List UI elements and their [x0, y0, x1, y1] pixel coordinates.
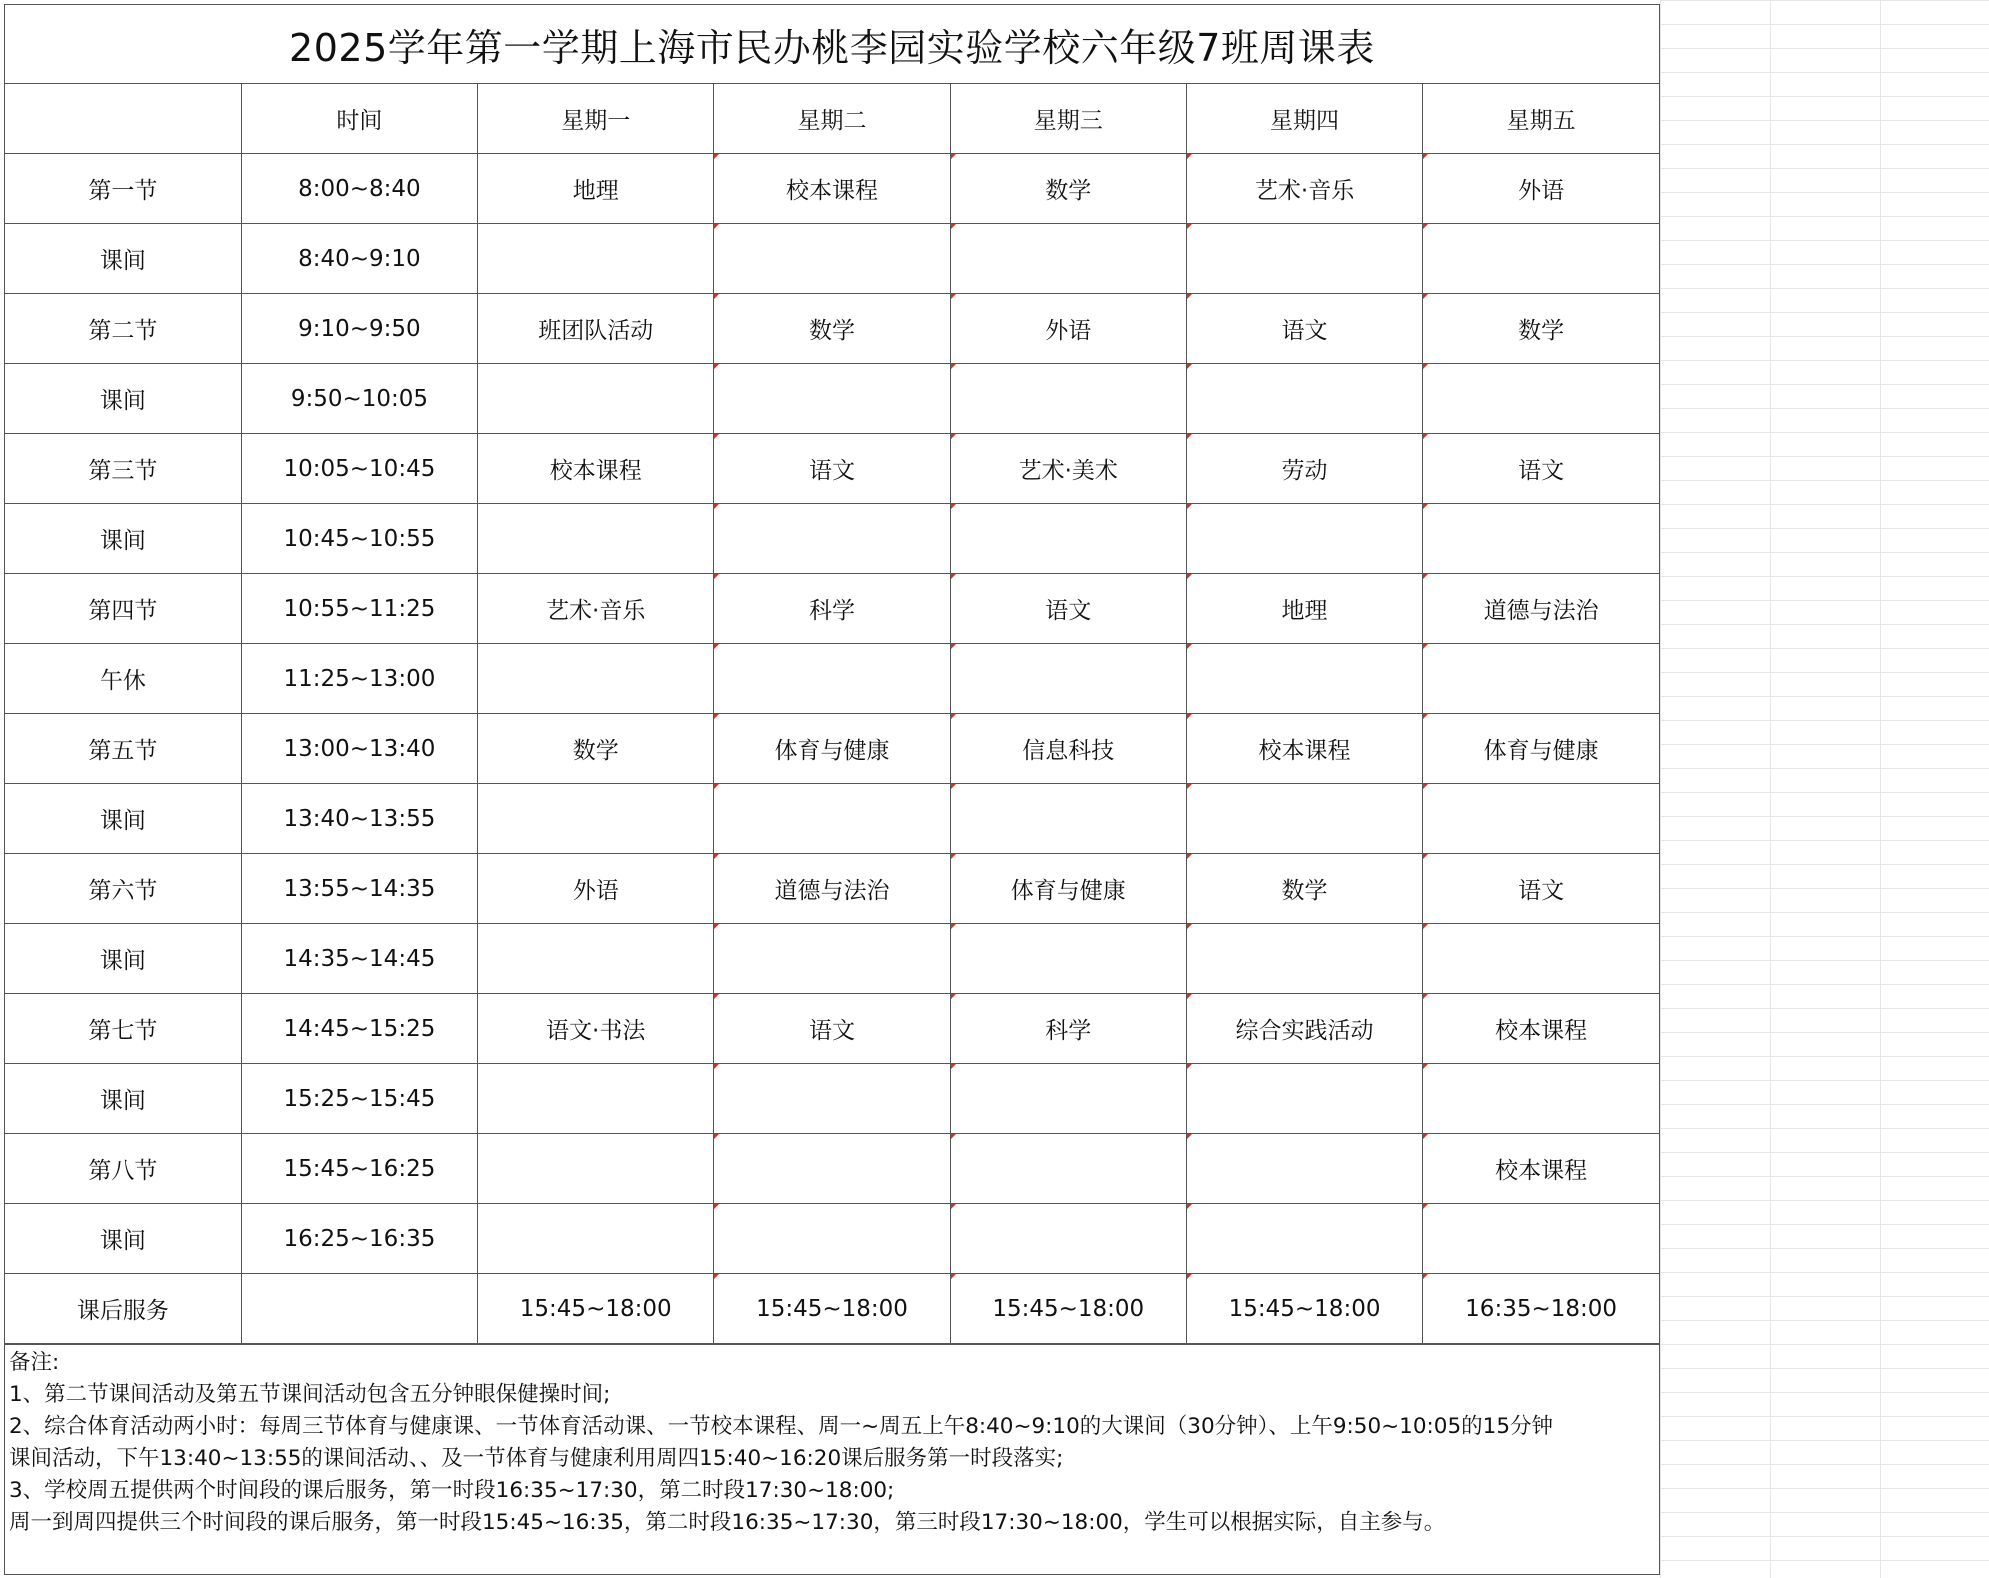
cell-wednesday[interactable]: 15:45~18:00 [950, 1274, 1186, 1344]
cell-thursday[interactable]: 地理 [1186, 574, 1422, 644]
cell-time[interactable]: 9:50~10:05 [241, 364, 477, 434]
cell-wednesday[interactable]: 数学 [950, 154, 1186, 224]
cell-thursday[interactable]: 数学 [1186, 854, 1422, 924]
cell-thursday[interactable] [1186, 924, 1422, 994]
cell-friday[interactable]: 外语 [1423, 154, 1659, 224]
cell-wednesday[interactable] [950, 364, 1186, 434]
cell-friday[interactable]: 语文 [1423, 434, 1659, 504]
cell-time[interactable]: 16:25~16:35 [241, 1204, 477, 1274]
cell-period-label[interactable]: 第四节 [5, 574, 241, 644]
cell-friday[interactable]: 校本课程 [1423, 1134, 1659, 1204]
schedule-row [5, 994, 1659, 1064]
cell-period-label[interactable]: 第一节 [5, 154, 241, 224]
cell-wednesday[interactable]: 科学 [950, 994, 1186, 1064]
cell-friday[interactable] [1423, 784, 1659, 854]
note-line: 2、综合体育活动两小时：每周三节体育与健康课、一节体育活动课、一节校本课程、周一~周五上午8:40~9:10的大课间（30分钟）、上午9:50~10:05的15分钟 [9, 1414, 1553, 1439]
page-title: 2025学年第一学期上海市民办桃李园实验学校六年级7班周课表 [5, 5, 1659, 84]
schedule-row [5, 294, 1659, 364]
cell-tuesday[interactable] [714, 224, 950, 294]
cell-period-label[interactable]: 第二节 [5, 294, 241, 364]
spreadsheet-grid-background [1660, 0, 1989, 1578]
cell-monday[interactable] [478, 1064, 714, 1134]
cell-period-label[interactable]: 午休 [5, 644, 241, 714]
cell-wednesday[interactable] [950, 1064, 1186, 1134]
header-cell-tuesday[interactable]: 星期二 [714, 84, 950, 154]
schedule-sheet [4, 4, 1660, 1575]
cell-friday[interactable] [1423, 364, 1659, 434]
schedule-row [5, 854, 1659, 924]
cell-friday[interactable]: 语文 [1423, 854, 1659, 924]
cell-time[interactable] [241, 1274, 477, 1344]
schedule-row [5, 504, 1659, 574]
cell-wednesday[interactable]: 艺术·美术 [950, 434, 1186, 504]
cell-monday[interactable]: 校本课程 [478, 434, 714, 504]
schedule-row [5, 434, 1659, 504]
cell-monday[interactable]: 地理 [478, 154, 714, 224]
cell-tuesday[interactable] [714, 924, 950, 994]
cell-monday[interactable]: 艺术·音乐 [478, 574, 714, 644]
cell-thursday[interactable] [1186, 224, 1422, 294]
cell-period-label[interactable]: 第五节 [5, 714, 241, 784]
cell-monday[interactable]: 外语 [478, 854, 714, 924]
cell-tuesday[interactable] [714, 1134, 950, 1204]
cell-thursday[interactable] [1186, 504, 1422, 574]
cell-friday[interactable] [1423, 1064, 1659, 1134]
cell-period-label[interactable]: 第六节 [5, 854, 241, 924]
cell-thursday[interactable] [1186, 1134, 1422, 1204]
cell-period-label[interactable]: 课间 [5, 924, 241, 994]
cell-period-label[interactable]: 第七节 [5, 994, 241, 1064]
cell-time[interactable]: 8:00~8:40 [241, 154, 477, 224]
cell-time[interactable]: 15:45~16:25 [241, 1134, 477, 1204]
cell-tuesday[interactable]: 数学 [714, 294, 950, 364]
note-line: 周一到周四提供三个时间段的课后服务，第一时段15:45~16:35，第二时段16:35~17:30，第三时段17:30~18:00，学生可以根据实际，自主参与。 [9, 1510, 1446, 1535]
cell-monday[interactable] [478, 504, 714, 574]
cell-monday[interactable] [478, 364, 714, 434]
cell-tuesday[interactable] [714, 1064, 950, 1134]
cell-time[interactable]: 8:40~9:10 [241, 224, 477, 294]
cell-tuesday[interactable] [714, 784, 950, 854]
cell-period-label[interactable]: 第八节 [5, 1134, 241, 1204]
cell-period-label[interactable]: 课间 [5, 364, 241, 434]
cell-period-label[interactable]: 课后服务 [5, 1274, 241, 1344]
cell-thursday[interactable]: 综合实践活动 [1186, 994, 1422, 1064]
cell-tuesday[interactable] [714, 504, 950, 574]
cell-tuesday[interactable]: 体育与健康 [714, 714, 950, 784]
cell-tuesday[interactable] [714, 1204, 950, 1274]
cell-time[interactable]: 10:05~10:45 [241, 434, 477, 504]
cell-time[interactable]: 11:25~13:00 [241, 644, 477, 714]
cell-time[interactable]: 15:25~15:45 [241, 1064, 477, 1134]
cell-time[interactable]: 10:55~11:25 [241, 574, 477, 644]
cell-wednesday[interactable] [950, 644, 1186, 714]
cell-tuesday[interactable]: 15:45~18:00 [714, 1274, 950, 1344]
cell-thursday[interactable]: 15:45~18:00 [1186, 1274, 1422, 1344]
note-line: 课间活动，下午13:40~13:55的课间活动、、及一节体育与健康利用周四15:40~16:20课后服务第一时段落实; [9, 1446, 1064, 1471]
cell-friday[interactable] [1423, 224, 1659, 294]
schedule-row [5, 784, 1659, 854]
cell-wednesday[interactable] [950, 1204, 1186, 1274]
cell-friday[interactable]: 体育与健康 [1423, 714, 1659, 784]
cell-friday[interactable]: 道德与法治 [1423, 574, 1659, 644]
cell-time[interactable]: 9:10~9:50 [241, 294, 477, 364]
cell-time[interactable]: 13:00~13:40 [241, 714, 477, 784]
cell-wednesday[interactable] [950, 924, 1186, 994]
schedule-row [5, 924, 1659, 994]
schedule-row [5, 1064, 1659, 1134]
header-cell-friday[interactable]: 星期五 [1423, 84, 1659, 154]
cell-thursday[interactable] [1186, 1204, 1422, 1274]
cell-wednesday[interactable] [950, 1134, 1186, 1204]
cell-friday[interactable]: 校本课程 [1423, 994, 1659, 1064]
cell-tuesday[interactable]: 道德与法治 [714, 854, 950, 924]
schedule-row [5, 714, 1659, 784]
cell-friday[interactable]: 16:35~18:00 [1423, 1274, 1659, 1344]
schedule-row [5, 574, 1659, 644]
cell-thursday[interactable]: 劳动 [1186, 434, 1422, 504]
header-cell-time[interactable]: 时间 [241, 84, 477, 154]
cell-time[interactable]: 13:40~13:55 [241, 784, 477, 854]
cell-tuesday[interactable]: 校本课程 [714, 154, 950, 224]
cell-wednesday[interactable]: 外语 [950, 294, 1186, 364]
cell-period-label[interactable]: 课间 [5, 1064, 241, 1134]
schedule-row [5, 1274, 1659, 1344]
header-row [5, 84, 1659, 154]
cell-monday[interactable] [478, 1204, 714, 1274]
cell-monday[interactable] [478, 644, 714, 714]
cell-tuesday[interactable]: 语文 [714, 994, 950, 1064]
schedule-row [5, 224, 1659, 294]
cell-tuesday[interactable]: 语文 [714, 434, 950, 504]
cell-tuesday[interactable] [714, 364, 950, 434]
cell-period-label[interactable]: 课间 [5, 1204, 241, 1274]
schedule-row [5, 154, 1659, 224]
note-line: 3、学校周五提供两个时间段的课后服务，第一时段16:35~17:30，第二时段17:30~18:00; [9, 1478, 895, 1503]
header-cell-wednesday[interactable]: 星期三 [950, 84, 1186, 154]
cell-monday[interactable] [478, 784, 714, 854]
schedule-table [5, 84, 1659, 1344]
cell-monday[interactable] [478, 1134, 714, 1204]
notes-section [5, 1344, 1659, 1539]
cell-wednesday[interactable] [950, 504, 1186, 574]
cell-thursday[interactable] [1186, 1064, 1422, 1134]
header-cell-monday[interactable]: 星期一 [478, 84, 714, 154]
cell-thursday[interactable] [1186, 364, 1422, 434]
cell-thursday[interactable] [1186, 644, 1422, 714]
header-cell-thursday[interactable]: 星期四 [1186, 84, 1422, 154]
cell-period-label[interactable]: 课间 [5, 504, 241, 574]
cell-period-label[interactable]: 课间 [5, 224, 241, 294]
cell-friday[interactable] [1423, 924, 1659, 994]
cell-monday[interactable]: 数学 [478, 714, 714, 784]
cell-monday[interactable]: 15:45~18:00 [478, 1274, 714, 1344]
notes-heading: 备注: [9, 1350, 60, 1375]
cell-time[interactable]: 14:35~14:45 [241, 924, 477, 994]
header-cell-blank[interactable] [5, 84, 241, 154]
cell-monday[interactable]: 班团队活动 [478, 294, 714, 364]
schedule-row [5, 364, 1659, 434]
cell-time[interactable]: 10:45~10:55 [241, 504, 477, 574]
cell-wednesday[interactable] [950, 224, 1186, 294]
cell-monday[interactable] [478, 224, 714, 294]
cell-monday[interactable] [478, 924, 714, 994]
cell-thursday[interactable]: 校本课程 [1186, 714, 1422, 784]
cell-wednesday[interactable]: 信息科技 [950, 714, 1186, 784]
cell-tuesday[interactable]: 科学 [714, 574, 950, 644]
cell-wednesday[interactable]: 体育与健康 [950, 854, 1186, 924]
cell-thursday[interactable] [1186, 784, 1422, 854]
cell-period-label[interactable]: 第三节 [5, 434, 241, 504]
schedule-row [5, 644, 1659, 714]
schedule-row [5, 1134, 1659, 1204]
cell-thursday[interactable]: 艺术·音乐 [1186, 154, 1422, 224]
cell-friday[interactable] [1423, 504, 1659, 574]
cell-thursday[interactable]: 语文 [1186, 294, 1422, 364]
cell-friday[interactable] [1423, 644, 1659, 714]
cell-wednesday[interactable]: 语文 [950, 574, 1186, 644]
cell-friday[interactable] [1423, 1204, 1659, 1274]
cell-time[interactable]: 14:45~15:25 [241, 994, 477, 1064]
cell-wednesday[interactable] [950, 784, 1186, 854]
schedule-row [5, 1204, 1659, 1274]
note-line: 1、第二节课间活动及第五节课间活动包含五分钟眼保健操时间; [9, 1382, 611, 1407]
cell-monday[interactable]: 语文·书法 [478, 994, 714, 1064]
cell-friday[interactable]: 数学 [1423, 294, 1659, 364]
cell-tuesday[interactable] [714, 644, 950, 714]
cell-time[interactable]: 13:55~14:35 [241, 854, 477, 924]
cell-period-label[interactable]: 课间 [5, 784, 241, 854]
